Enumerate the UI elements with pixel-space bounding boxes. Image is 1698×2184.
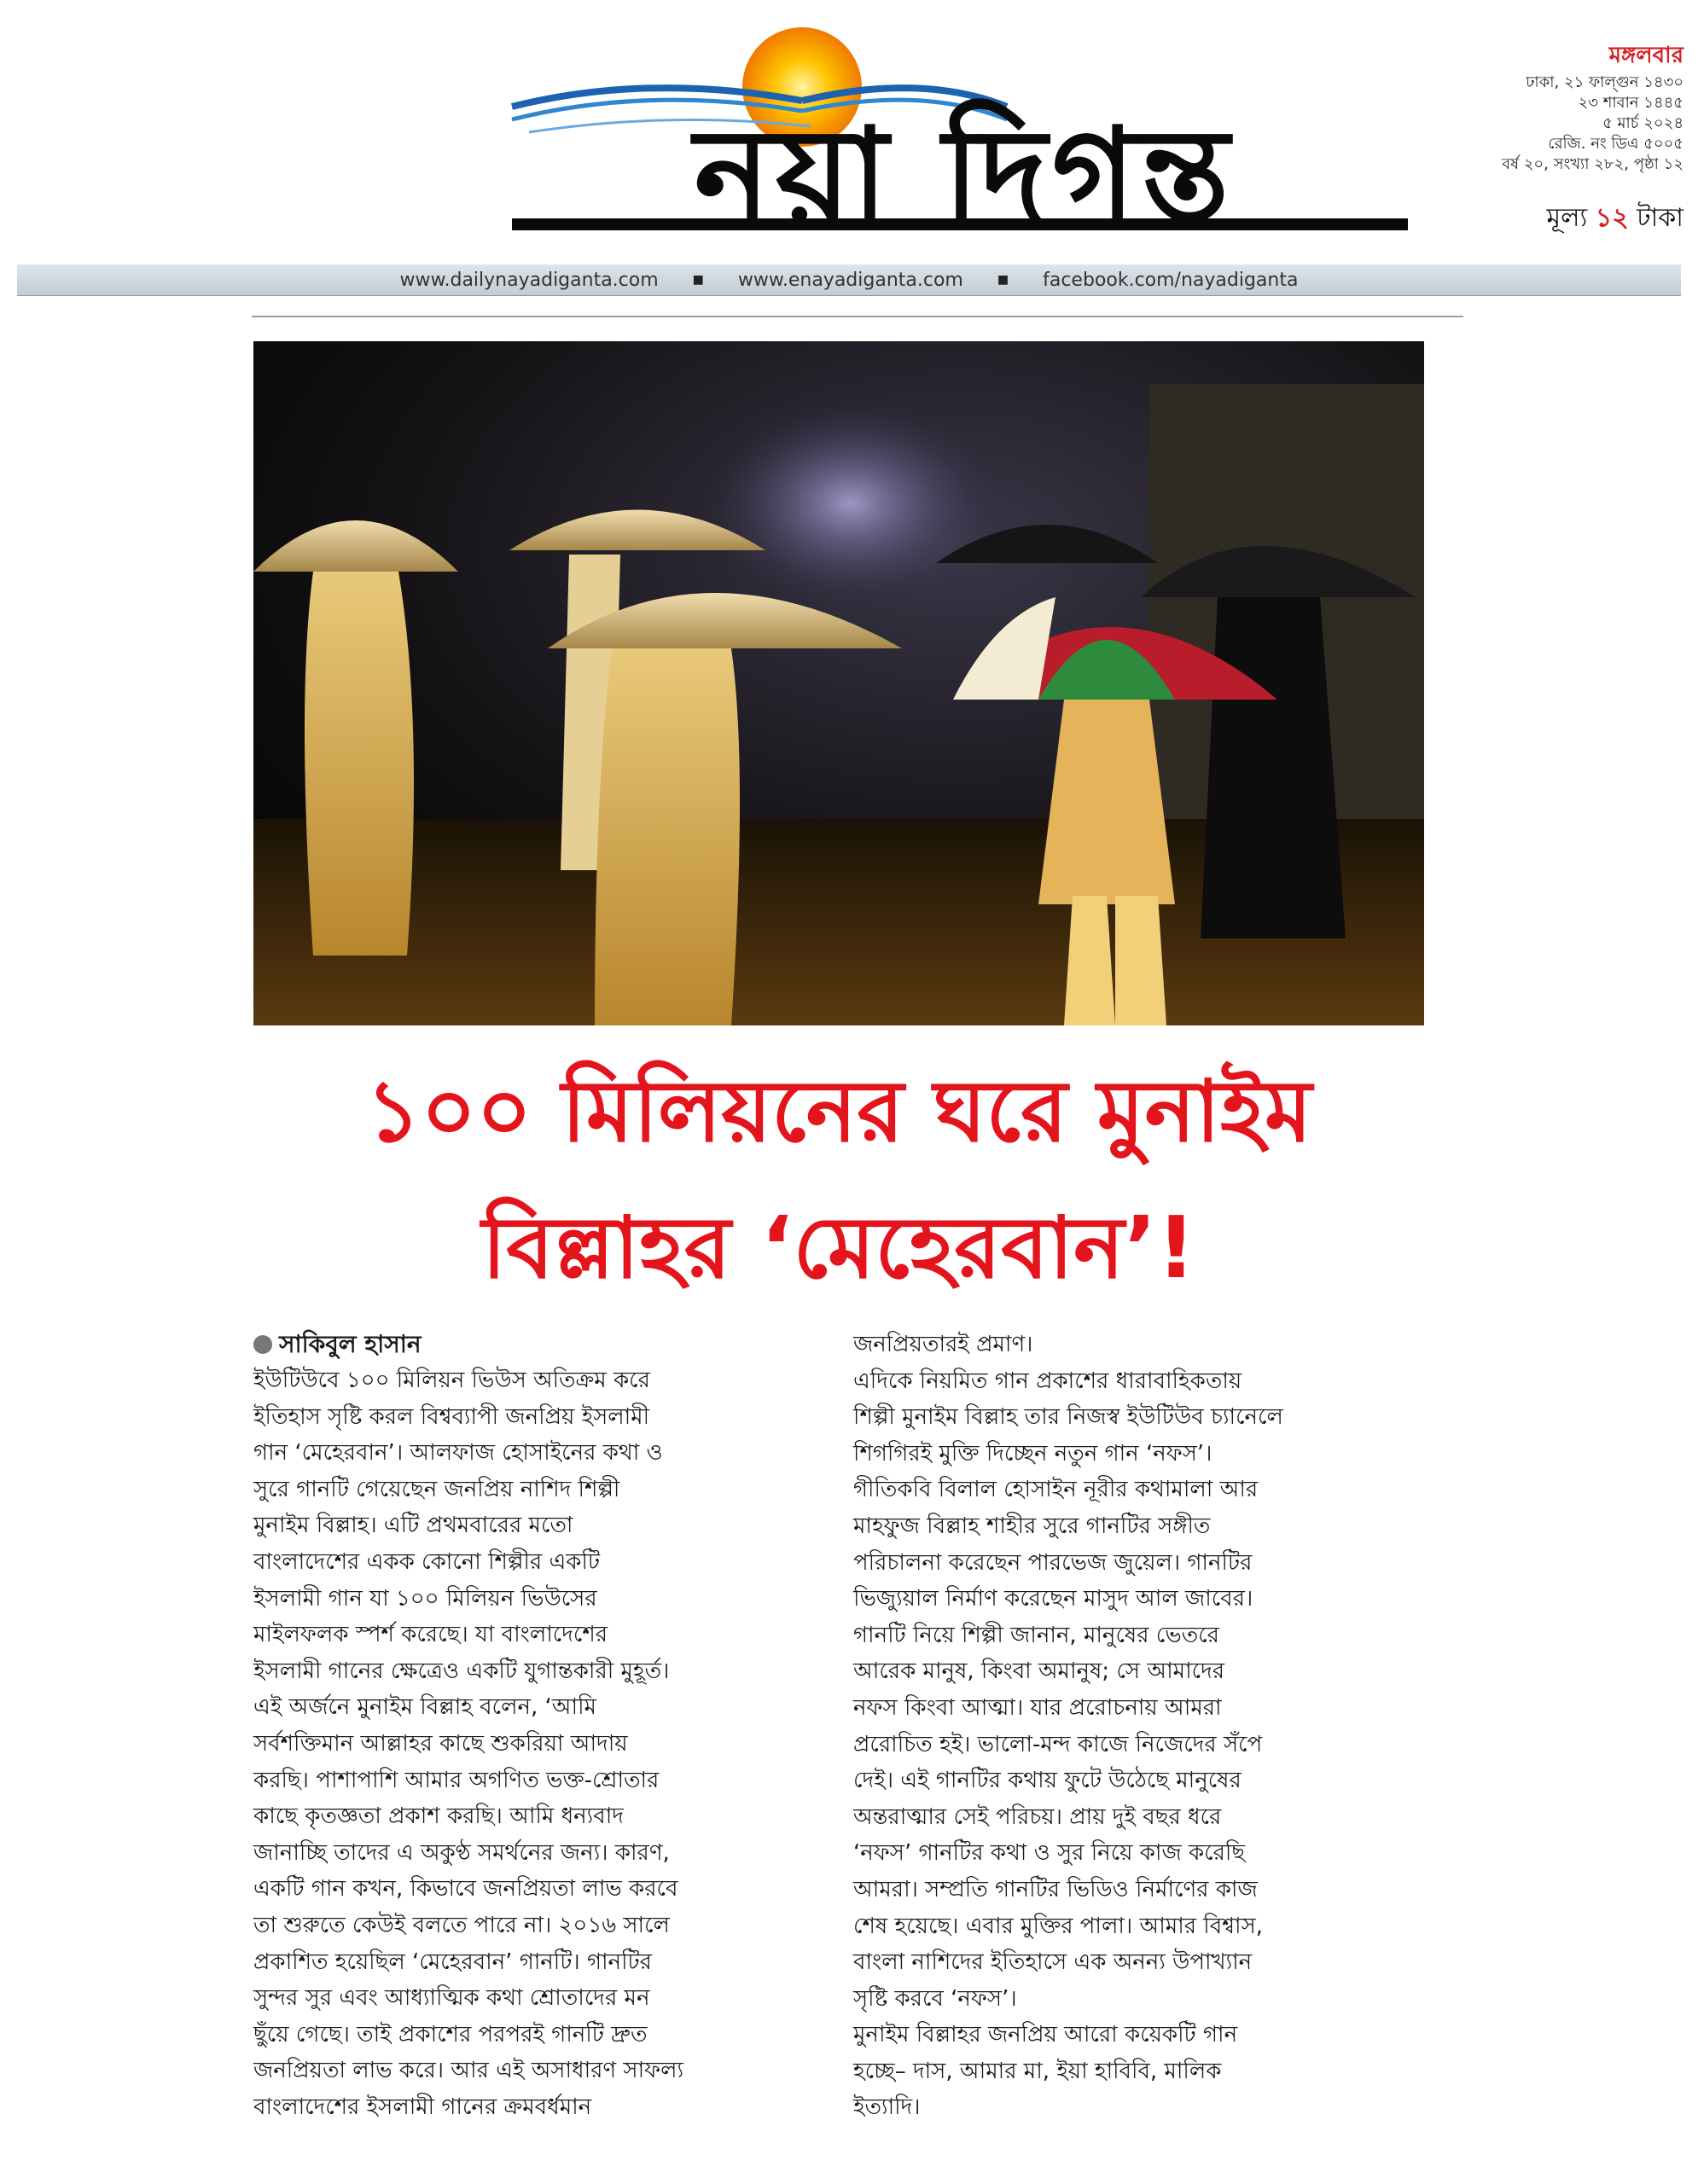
article-column-2 [853, 1327, 1416, 2126]
article-line: মাইলফলক স্পর্শ করেছে। যা বাংলাদেশের [253, 1622, 608, 1648]
article-line: দেই। এই গানটির কথায় ফুটে উঠেছে মানুষের [853, 1768, 1242, 1794]
article-line: কাছে কৃতজ্ঞতা প্রকাশ করছি। আমি ধন্যবাদ [253, 1804, 624, 1830]
price-value: ১২ [1595, 203, 1629, 233]
masthead [0, 0, 1698, 291]
article-line: গান ‘মেহেরবান’। আলফাজ হোসাইনের কথা ও [253, 1440, 663, 1467]
article-line: মাহফুজ বিল্লাহ শাহীর সুরে গানটির সঙ্গীত [853, 1513, 1211, 1539]
article-line: অন্তরাত্মার সেই পরিচয়। প্রায় দুই বছর ধরে [853, 1804, 1222, 1830]
column-1-text [253, 1362, 800, 2125]
article-line: গীতিকবি বিলাল হোসাইন নূরীর কথামালা আর [853, 1477, 1259, 1503]
article-line: শিল্পী মুনাইম বিল্লাহ তার নিজস্ব ইউটিউব চ্যানেলে [853, 1404, 1283, 1431]
article-line: ইতিহাস সৃষ্টি করল বিশ্বব্যাপী জনপ্রিয় ইসলামী [253, 1403, 650, 1430]
newspaper-logo[interactable] [478, 26, 1425, 256]
article-line: আমরা। সম্প্রতি গানটির ভিডিও নির্মাণের কাজ [853, 1876, 1258, 1902]
separator-icon: ■ [997, 273, 1009, 287]
article-line: পরিচালনা করেছেন পারভেজ জুয়েল। গানটির [853, 1549, 1253, 1576]
article-line: নফস কিংবা আত্মা। যার প্ররোচনায় আমরা [853, 1694, 1222, 1721]
article-line: বাংলা নাশিদের ইতিহাসে এক অনন্য উপাখ্যান [853, 1949, 1253, 1976]
date-line: ৫ মার্চ ২০২৪ [1602, 114, 1683, 132]
article-line: বাংলাদেশের ইসলামী গানের ক্রমবর্ধমান [253, 2094, 592, 2120]
article-line: প্ররোচিত হই। ভালো-মন্দ কাজে নিজেদের সঁপে [853, 1731, 1263, 1757]
article-line: সুরে গানটি গেয়েছেন জনপ্রিয় নাশিদ শিল্পী [253, 1476, 620, 1502]
epaper-link[interactable]: www.enayadiganta.com [737, 269, 963, 291]
article-line: ইত্যাদি। [853, 2094, 921, 2121]
article-line: প্রকাশিত হয়েছিল ‘মেহেরবান’ গানটি। গানটির [253, 1949, 652, 1975]
issue-info [1462, 38, 1683, 241]
article-line: একটি গান কখন, কিভাবে জনপ্রিয়তা লাভ করবে [253, 1876, 678, 1902]
price-unit: টাকা [1637, 203, 1683, 233]
byline [253, 1327, 800, 1362]
article-line: সৃষ্টি করবে ‘নফস’। [853, 1985, 1017, 2012]
price [1462, 197, 1683, 241]
article-line: আরেক মানুষ, কিংবা অমানুষ; সে আমাদের [853, 1658, 1225, 1685]
article-line: তা শুরুতে কেউই বলতে পারে না। ২০১৬ সালে [253, 1912, 670, 1938]
article-line: করছি। পাশাপাশি আমার অগণিত ভক্ত-শ্রোতার [253, 1767, 660, 1793]
article-line: জনপ্রিয়তারই প্রমাণ। [853, 1332, 1033, 1357]
price-label: মূল্য [1546, 203, 1588, 233]
section-divider [252, 316, 1463, 317]
umbrella-scene-image [253, 341, 1424, 1025]
website-link[interactable]: www.dailynayadiganta.com [399, 269, 659, 291]
article-line: ইসলামী গান যা ১০০ মিলিয়ন ভিউসের [253, 1585, 597, 1612]
headline-line-2: বিল্লাহর ‘মেহেরবান’! [481, 1198, 1196, 1298]
date-line: বর্ষ ২০, সংখ্যা ২৮২, পৃষ্ঠা ১২ [1502, 155, 1683, 173]
article-line: ইসলামী গানের ক্ষেত্রেও একটি যুগান্তকারী মুহূর্ত। [253, 1658, 670, 1684]
article-line: শেষ হয়েছে। এবার মুক্তির পালা। আমার বিশ্বাস, [853, 1913, 1264, 1939]
date-line: ঢাকা, ২১ ফাল্গুন ১৪৩০ [1526, 73, 1683, 91]
article-photo [253, 341, 1424, 1025]
article-line: ভিজ্যুয়াল নির্মাণ করেছেন মাসুদ আল জাবের। [853, 1586, 1253, 1612]
article-line: গানটি নিয়ে শিল্পী জানান, মানুষের ভেতরে [853, 1622, 1219, 1648]
logo-wordmark: নয়া দিগন্ত [694, 100, 1235, 250]
article-line: সুন্দর সুর এবং আধ্যাত্মিক কথা শ্রোতাদের মন [253, 1985, 650, 2012]
article-line: ছুঁয়ে গেছে। তাই প্রকাশের পরপরই গানটি দ্রুত [253, 2021, 648, 2048]
headline-line-1: ১০০ মিলিয়নের ঘরে মুনাইম [365, 1061, 1312, 1161]
article-line: সর্বশক্তিমান আল্লাহর কাছে শুকরিয়া আদায় [253, 1730, 628, 1757]
article-line: মুনাইম বিল্লাহ। এটি প্রথমবারের মতো [253, 1513, 573, 1539]
facebook-link[interactable]: facebook.com/nayadiganta [1043, 269, 1299, 291]
link-bar [17, 264, 1681, 296]
article-line: জানাচ্ছি তাদের এ অকুণ্ঠ সমর্থনের জন্য। কারণ, [253, 1839, 670, 1866]
column-2-text [853, 1327, 1416, 2126]
article-line: এদিকে নিয়মিত গান প্রকাশের ধারাবাহিকতায় [853, 1368, 1242, 1394]
date-line: রেজি. নং ডিএ ৫০০৫ [1548, 135, 1683, 153]
article-line: ইউটিউবে ১০০ মিলিয়ন ভিউস অতিক্রম করে [253, 1368, 650, 1393]
separator-icon: ■ [692, 273, 704, 287]
article-line: বাংলাদেশের একক কোনো শিল্পীর একটি [253, 1548, 601, 1575]
date-line: ২৩ শাবান ১৪৪৫ [1578, 94, 1683, 112]
article-line: এই অর্জনে মুনাইম বিল্লাহ বলেন, ‘আমি [253, 1694, 596, 1721]
issue-day: মঙ্গলবার [1608, 43, 1683, 68]
article-line: মুনাইম বিল্লাহর জনপ্রিয় আরো কয়েকটি গান [853, 2022, 1238, 2048]
article-column-1 [253, 1327, 800, 2125]
bullet-icon [253, 1335, 272, 1354]
article-line: শিগগিরই মুক্তি দিচ্ছেন নতুন গান ‘নফস’। [853, 1440, 1212, 1467]
article-line: ‘নফস’ গানটির কথা ও সুর নিয়ে কাজ করেছি [853, 1840, 1246, 1867]
author-name: সাকিবুল হাসান [279, 1330, 422, 1358]
article-headline [253, 1039, 1424, 1312]
article-line: জনপ্রিয়তা লাভ করে। আর এই অসাধারণ সাফল্য [253, 2058, 684, 2084]
article-line: হচ্ছে– দাস, আমার মা, ইয়া হাবিবি, মালিক [853, 2058, 1222, 2084]
